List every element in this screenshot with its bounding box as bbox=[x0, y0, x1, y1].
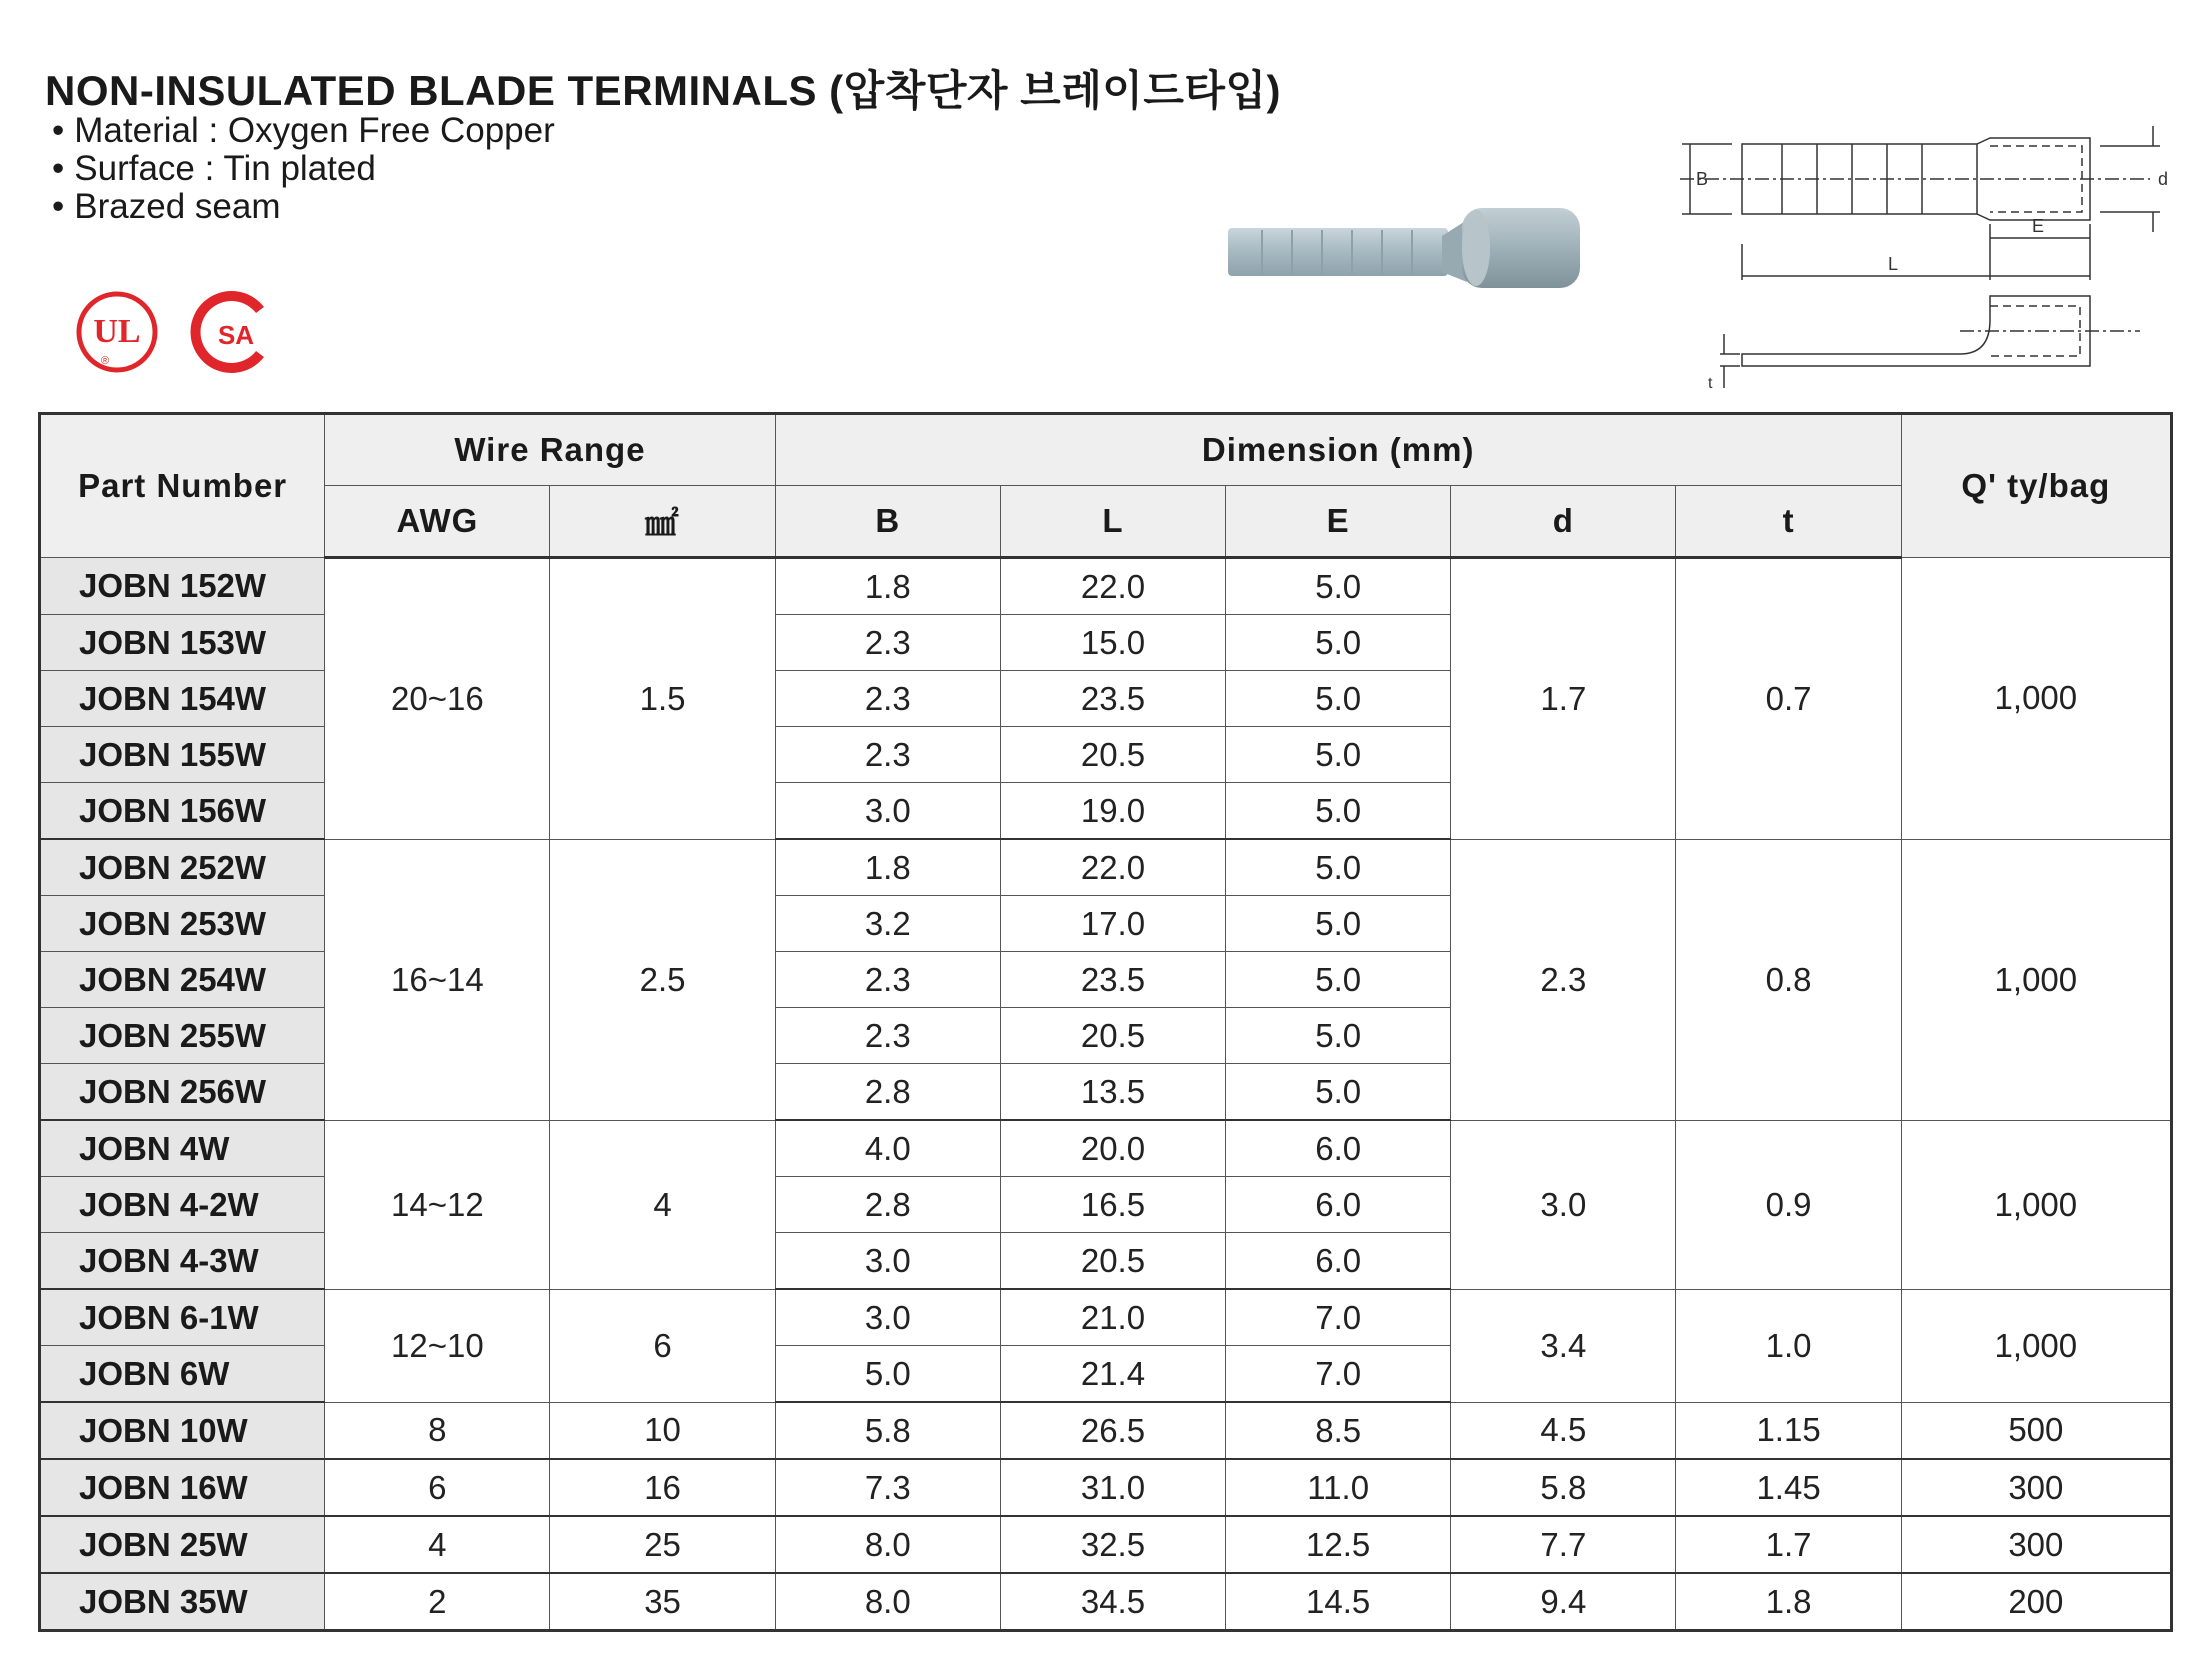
d-value: 9.4 bbox=[1451, 1573, 1676, 1631]
table-row bbox=[40, 839, 2172, 896]
header-wire-range: Wire Range bbox=[325, 414, 775, 486]
mm2-value: 10 bbox=[550, 1402, 775, 1459]
l-value: 22.0 bbox=[1000, 839, 1225, 896]
part-number: JOBN 152W bbox=[40, 558, 325, 615]
qty-value: 300 bbox=[1901, 1516, 2171, 1573]
t-value: 0.9 bbox=[1676, 1120, 1901, 1289]
part-number: JOBN 156W bbox=[40, 783, 325, 840]
b-value: 1.8 bbox=[775, 839, 1000, 896]
svg-text:SA: SA bbox=[217, 320, 255, 350]
awg-value: 14~12 bbox=[325, 1120, 550, 1289]
header-mm2: ㎟ bbox=[550, 486, 775, 558]
b-value: 4.0 bbox=[775, 1120, 1000, 1177]
header-qty: Q' ty/bag bbox=[1901, 414, 2171, 558]
qty-value: 1,000 bbox=[1901, 558, 2171, 840]
table-row bbox=[40, 1573, 2172, 1631]
e-value: 6.0 bbox=[1226, 1233, 1451, 1290]
b-value: 2.3 bbox=[775, 952, 1000, 1008]
l-value: 21.0 bbox=[1000, 1289, 1225, 1346]
awg-value: 16~14 bbox=[325, 839, 550, 1120]
csa-logo-icon bbox=[190, 290, 274, 374]
d-value: 1.7 bbox=[1451, 558, 1676, 840]
qty-value: 500 bbox=[1901, 1402, 2171, 1459]
b-value: 2.3 bbox=[775, 727, 1000, 783]
t-value: 1.8 bbox=[1676, 1573, 1901, 1631]
e-value: 5.0 bbox=[1226, 615, 1451, 671]
l-value: 15.0 bbox=[1000, 615, 1225, 671]
svg-text:L: L bbox=[1888, 254, 1899, 274]
e-value: 6.0 bbox=[1226, 1120, 1451, 1177]
d-value: 2.3 bbox=[1451, 839, 1676, 1120]
b-value: 7.3 bbox=[775, 1459, 1000, 1516]
b-value: 3.0 bbox=[775, 783, 1000, 840]
b-value: 2.3 bbox=[775, 1008, 1000, 1064]
mm2-value: 25 bbox=[550, 1516, 775, 1573]
l-value: 31.0 bbox=[1000, 1459, 1225, 1516]
awg-value: 6 bbox=[325, 1459, 550, 1516]
b-value: 2.3 bbox=[775, 615, 1000, 671]
part-number: JOBN 255W bbox=[40, 1008, 325, 1064]
b-value: 3.0 bbox=[775, 1289, 1000, 1346]
e-value: 7.0 bbox=[1226, 1346, 1451, 1403]
d-value: 5.8 bbox=[1451, 1459, 1676, 1516]
header-dimension: Dimension (mm) bbox=[775, 414, 1901, 486]
part-number: JOBN 6-1W bbox=[40, 1289, 325, 1346]
l-value: 22.0 bbox=[1000, 558, 1225, 615]
awg-value: 20~16 bbox=[325, 558, 550, 840]
part-number: JOBN 6W bbox=[40, 1346, 325, 1403]
awg-value: 4 bbox=[325, 1516, 550, 1573]
spec-table bbox=[38, 412, 2173, 1632]
b-value: 2.8 bbox=[775, 1064, 1000, 1121]
mm2-value: 16 bbox=[550, 1459, 775, 1516]
e-value: 14.5 bbox=[1226, 1573, 1451, 1631]
b-value: 2.8 bbox=[775, 1177, 1000, 1233]
svg-text:d: d bbox=[2158, 169, 2169, 189]
svg-text:UL: UL bbox=[93, 313, 141, 350]
e-value: 5.0 bbox=[1226, 558, 1451, 615]
part-number: JOBN 4-2W bbox=[40, 1177, 325, 1233]
e-value: 5.0 bbox=[1226, 1008, 1451, 1064]
l-value: 34.5 bbox=[1000, 1573, 1225, 1631]
header-awg: AWG bbox=[325, 486, 550, 558]
l-value: 21.4 bbox=[1000, 1346, 1225, 1403]
d-value: 4.5 bbox=[1451, 1402, 1676, 1459]
b-value: 3.2 bbox=[775, 896, 1000, 952]
e-value: 5.0 bbox=[1226, 952, 1451, 1008]
d-value: 3.4 bbox=[1451, 1289, 1676, 1402]
e-value: 7.0 bbox=[1226, 1289, 1451, 1346]
l-value: 16.5 bbox=[1000, 1177, 1225, 1233]
e-value: 8.5 bbox=[1226, 1402, 1451, 1459]
t-value: 0.8 bbox=[1676, 839, 1901, 1120]
b-value: 5.0 bbox=[775, 1346, 1000, 1403]
t-value: 1.0 bbox=[1676, 1289, 1901, 1402]
awg-value: 2 bbox=[325, 1573, 550, 1631]
b-value: 8.0 bbox=[775, 1516, 1000, 1573]
part-number: JOBN 154W bbox=[40, 671, 325, 727]
dimension-drawing bbox=[1660, 120, 2180, 410]
svg-text:®: ® bbox=[100, 355, 110, 367]
ul-logo-icon bbox=[75, 290, 159, 374]
b-value: 5.8 bbox=[775, 1402, 1000, 1459]
l-value: 32.5 bbox=[1000, 1516, 1225, 1573]
part-number: JOBN 153W bbox=[40, 615, 325, 671]
t-value: 1.45 bbox=[1676, 1459, 1901, 1516]
mm2-value: 2.5 bbox=[550, 839, 775, 1120]
l-value: 17.0 bbox=[1000, 896, 1225, 952]
t-value: 1.15 bbox=[1676, 1402, 1901, 1459]
l-value: 13.5 bbox=[1000, 1064, 1225, 1121]
e-value: 5.0 bbox=[1226, 727, 1451, 783]
b-value: 2.3 bbox=[775, 671, 1000, 727]
table-row bbox=[40, 1459, 2172, 1516]
mm2-value: 6 bbox=[550, 1289, 775, 1402]
part-number: JOBN 256W bbox=[40, 1064, 325, 1121]
feature-seam: • Brazed seam bbox=[52, 188, 555, 226]
b-value: 8.0 bbox=[775, 1573, 1000, 1631]
table-row bbox=[40, 1289, 2172, 1346]
l-value: 26.5 bbox=[1000, 1402, 1225, 1459]
b-value: 3.0 bbox=[775, 1233, 1000, 1290]
part-number: JOBN 16W bbox=[40, 1459, 325, 1516]
qty-value: 300 bbox=[1901, 1459, 2171, 1516]
part-number: JOBN 155W bbox=[40, 727, 325, 783]
l-value: 20.5 bbox=[1000, 727, 1225, 783]
header-part-number: Part Number bbox=[40, 414, 325, 558]
l-value: 23.5 bbox=[1000, 952, 1225, 1008]
svg-text:E: E bbox=[2032, 216, 2045, 236]
l-value: 20.0 bbox=[1000, 1120, 1225, 1177]
part-number: JOBN 252W bbox=[40, 839, 325, 896]
d-value: 7.7 bbox=[1451, 1516, 1676, 1573]
svg-text:t: t bbox=[1708, 375, 1713, 392]
t-value: 1.7 bbox=[1676, 1516, 1901, 1573]
header-l: L bbox=[1000, 486, 1225, 558]
e-value: 5.0 bbox=[1226, 839, 1451, 896]
feature-list bbox=[52, 112, 555, 226]
mm2-value: 35 bbox=[550, 1573, 775, 1631]
part-number: JOBN 254W bbox=[40, 952, 325, 1008]
svg-text:B: B bbox=[1696, 169, 1709, 189]
part-number: JOBN 253W bbox=[40, 896, 325, 952]
l-value: 23.5 bbox=[1000, 671, 1225, 727]
l-value: 20.5 bbox=[1000, 1008, 1225, 1064]
e-value: 6.0 bbox=[1226, 1177, 1451, 1233]
e-value: 5.0 bbox=[1226, 671, 1451, 727]
part-number: JOBN 35W bbox=[40, 1573, 325, 1631]
e-value: 5.0 bbox=[1226, 783, 1451, 840]
b-value: 1.8 bbox=[775, 558, 1000, 615]
part-number: JOBN 10W bbox=[40, 1402, 325, 1459]
e-value: 5.0 bbox=[1226, 1064, 1451, 1121]
e-value: 11.0 bbox=[1226, 1459, 1451, 1516]
header-d: d bbox=[1451, 486, 1676, 558]
qty-value: 1,000 bbox=[1901, 839, 2171, 1120]
table-row bbox=[40, 1516, 2172, 1573]
mm2-value: 1.5 bbox=[550, 558, 775, 840]
qty-value: 200 bbox=[1901, 1573, 2171, 1631]
l-value: 20.5 bbox=[1000, 1233, 1225, 1290]
awg-value: 12~10 bbox=[325, 1289, 550, 1402]
l-value: 19.0 bbox=[1000, 783, 1225, 840]
spec-table-body bbox=[40, 558, 2172, 1631]
feature-material: • Material : Oxygen Free Copper bbox=[52, 112, 555, 150]
feature-surface: • Surface : Tin plated bbox=[52, 150, 555, 188]
e-value: 5.0 bbox=[1226, 896, 1451, 952]
qty-value: 1,000 bbox=[1901, 1289, 2171, 1402]
part-number: JOBN 25W bbox=[40, 1516, 325, 1573]
mm2-value: 4 bbox=[550, 1120, 775, 1289]
e-value: 12.5 bbox=[1226, 1516, 1451, 1573]
awg-value: 8 bbox=[325, 1402, 550, 1459]
header-b: B bbox=[775, 486, 1000, 558]
part-number: JOBN 4-3W bbox=[40, 1233, 325, 1290]
t-value: 0.7 bbox=[1676, 558, 1901, 840]
part-number: JOBN 4W bbox=[40, 1120, 325, 1177]
terminal-photo bbox=[1222, 200, 1592, 290]
header-t: t bbox=[1676, 486, 1901, 558]
qty-value: 1,000 bbox=[1901, 1120, 2171, 1289]
header-e: E bbox=[1226, 486, 1451, 558]
table-row bbox=[40, 558, 2172, 615]
page-title: NON-INSULATED BLADE TERMINALS (압착단자 브레이드타입) bbox=[45, 67, 1282, 114]
table-row bbox=[40, 1402, 2172, 1459]
d-value: 3.0 bbox=[1451, 1120, 1676, 1289]
table-row bbox=[40, 1120, 2172, 1177]
